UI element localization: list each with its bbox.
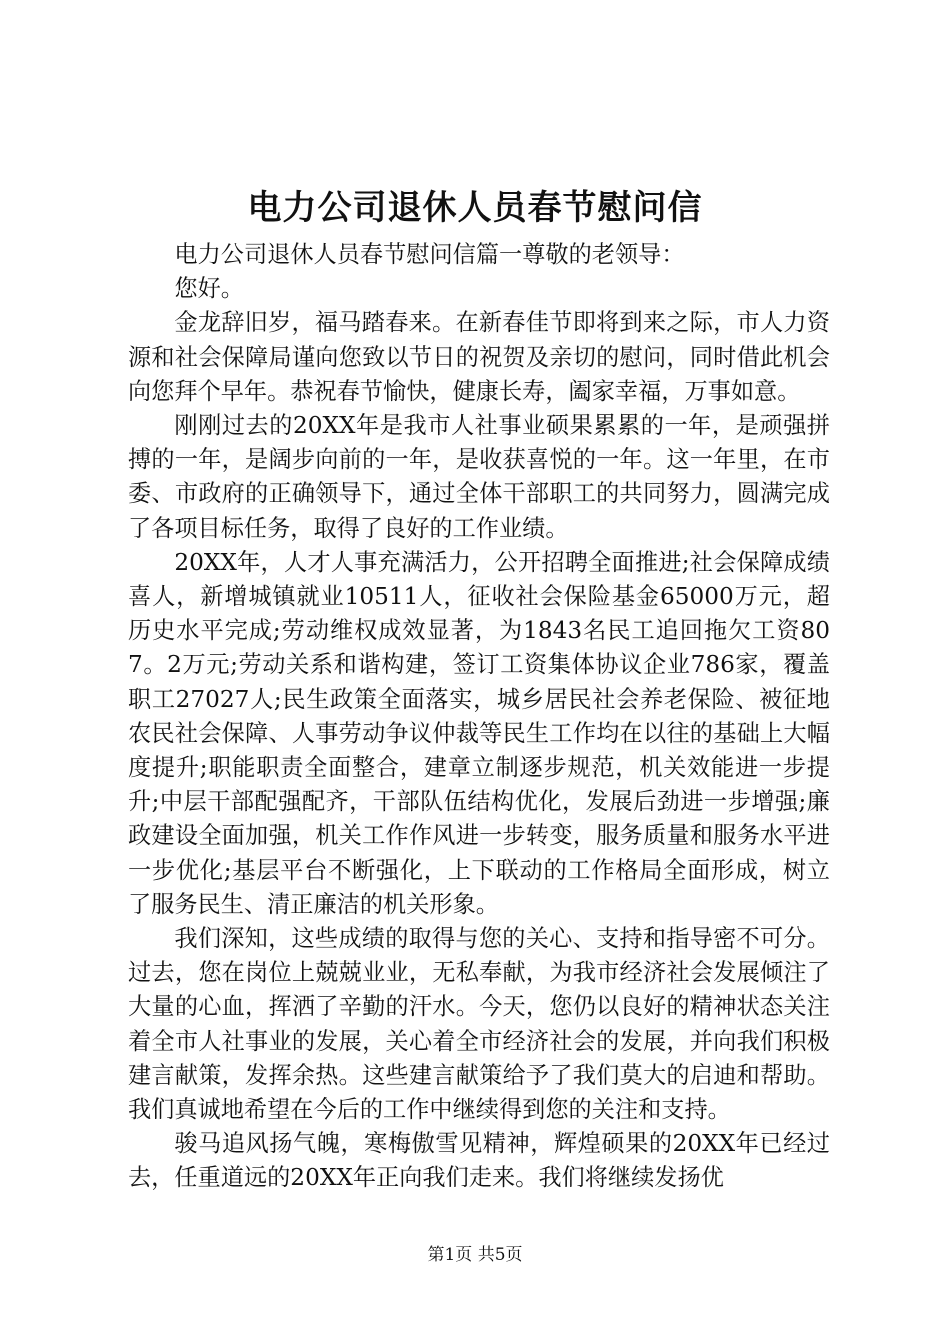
paragraph-salutation: 您好。 xyxy=(174,275,244,303)
document-body xyxy=(128,238,830,1196)
paragraph-new-year-wishes: 金龙辞旧岁，福马踏春来。在新春佳节即将到来之际，市人力资源和社会保障局谨向您致以节日的祝贺及亲切的慰问，同时借此机会向您拜个早年。恭祝春节愉快，健康长寿，阖家幸福，万事如意。 xyxy=(128,309,830,405)
page-footer: 第1页 共5页 xyxy=(427,1245,523,1265)
document-title: 电力公司退休人员春节慰问信 xyxy=(247,188,703,228)
paragraph-past-year: 刚刚过去的20XX年是我市人社事业硕果累累的一年，是顽强拼搏的一年，是阔步向前的一年，是收获喜悦的一年。这一年里，在市委、市政府的正确领导下，通过全体干部职工的共同努力，圆满完成了各项目标任务，取得了良好的工作业绩。 xyxy=(128,412,830,542)
paragraph-outlook: 骏马追风扬气魄，寒梅傲雪见精神，辉煌硕果的20XX年已经过去，任重道远的20XX年正向我们走来。我们将继续发扬优 xyxy=(128,1130,830,1192)
paragraph-greeting: 电力公司退休人员春节慰问信篇一尊敬的老领导： xyxy=(174,241,685,268)
paragraph-gratitude: 我们深知，这些成绩的取得与您的关心、支持和指导密不可分。过去，您在岗位上兢兢业业，无私奉献，为我市经济社会发展倾注了大量的心血，挥洒了辛勤的汗水。今天，您仍以良好的精神状态关注着全市人社事业的发展，关心着全市经济社会的发展，并向我们积极建言献策，发挥余热。这些建言献策给予了我们莫大的启迪和帮助。我们真诚地希望在今后的工作中继续得到您的关注和支持。 xyxy=(128,925,830,1124)
paragraph-achievements: 20XX年，人才人事充满活力，公开招聘全面推进;社会保障成绩喜人，新增城镇就业10511人，征收社会保险基金65000万元，超历史水平完成;劳动维权成效显著，为1843名民工追回拖欠工资807。2万元;劳动关系和谐构建，签订工资集体协议企业786家，覆盖职工27027人;民生政策全面落实，城乡居民社会养老保险、被征地农民社会保障、人事劳动争议仲裁等民生工作均在以往的基础上大幅度提升;职能职责全面整合，建章立制逐步规范，机关效能进一步提升;中层干部配强配齐，干部队伍结构优化，发展后劲进一步增强;廉政建设全面加强，机关工作作风进一步转变，服务质量和服务水平进一步优化;基层平台不断强化，上下联动的工作格局全面形成，树立了服务民生、清正廉洁的机关形象。 xyxy=(128,548,830,918)
